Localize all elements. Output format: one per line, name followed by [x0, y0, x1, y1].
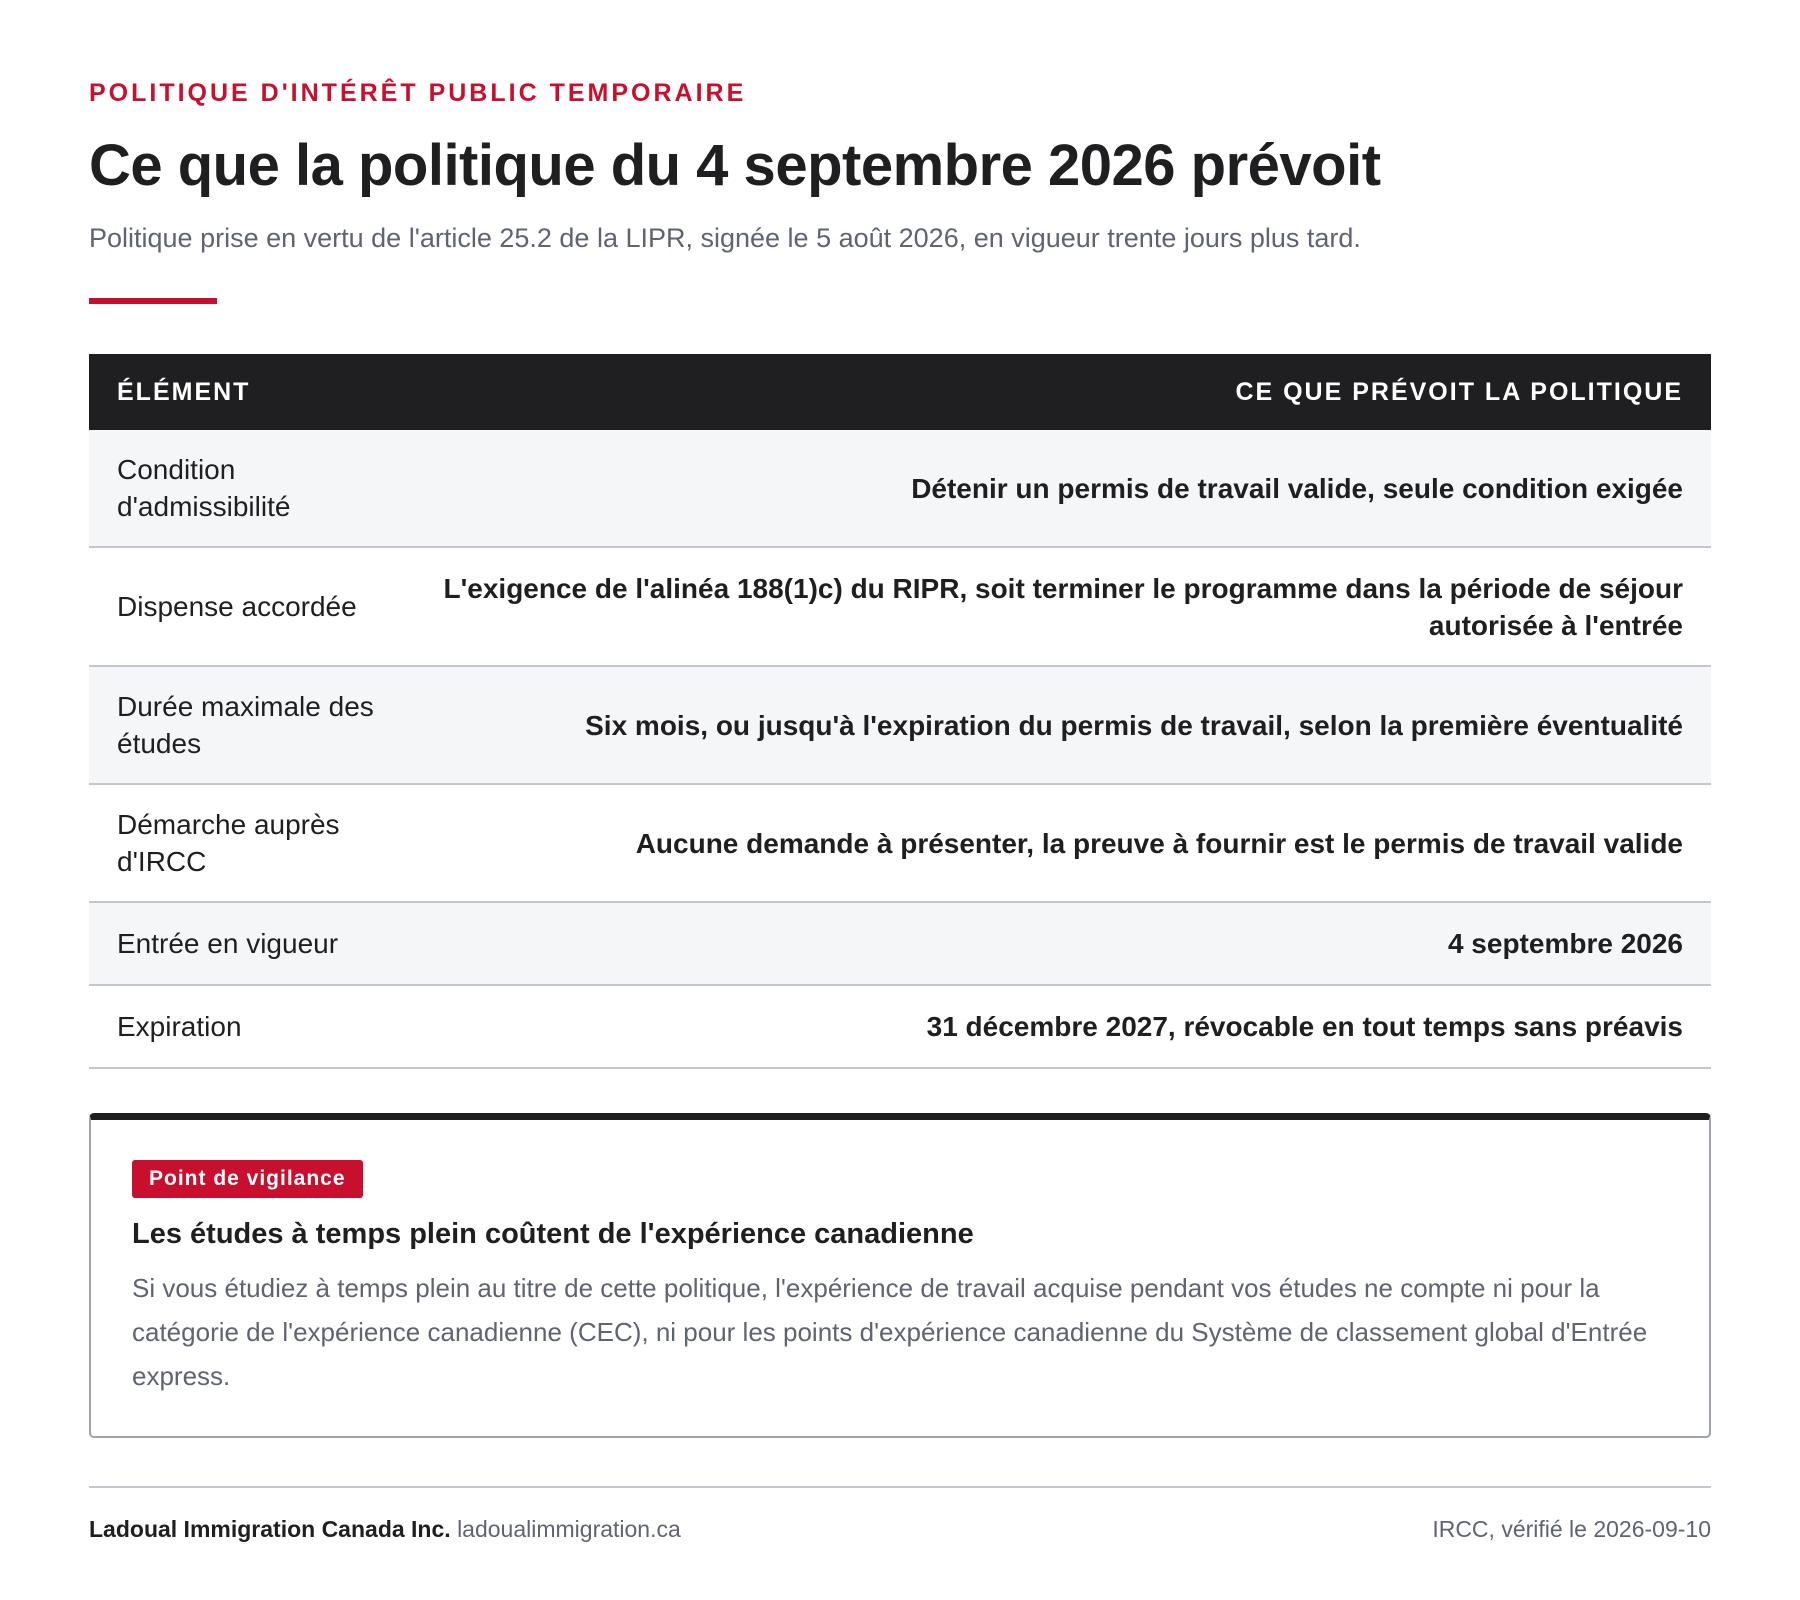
row-value: Six mois, ou jusqu'à l'expiration du permis de travail, selon la première éventualité [405, 666, 1711, 784]
row-label: Condition d'admissibilité [89, 430, 405, 547]
eyebrow: POLITIQUE D'INTÉRÊT PUBLIC TEMPORAIRE [89, 79, 747, 107]
row-label: Durée maximale des études [89, 666, 405, 784]
table-row [89, 985, 1711, 1068]
footer-website: ladoualimmigration.ca [457, 1516, 681, 1542]
policy-table [89, 354, 1711, 1069]
row-value: L'exigence de l'alinéa 188(1)c) du RIPR, soit terminer le programme dans la période de séjour autorisée à l'entrée [405, 547, 1711, 666]
row-value: 31 décembre 2027, révocable en tout temps sans préavis [405, 985, 1711, 1068]
footer-source: IRCC, vérifié le 2026-09-10 [1432, 1516, 1711, 1542]
row-label: Dispense accordée [89, 547, 405, 666]
footer [89, 1486, 1711, 1543]
footer-org: Ladoual Immigration Canada Inc. [89, 1516, 451, 1542]
callout-body: Si vous étudiez à temps plein au titre de cette politique, l'expérience de travail acquise pendant vos études ne compte ni pour la catégorie de l'expérience canadienne (CEC), ni pour les points d'expérience canadienne du Système de classement global d'Entrée express. [132, 1273, 1648, 1391]
table-row [89, 666, 1711, 784]
row-label: Expiration [89, 985, 405, 1068]
vigilance-callout [89, 1113, 1711, 1438]
column-header-element: ÉLÉMENT [89, 354, 405, 430]
column-header-provision: CE QUE PRÉVOIT LA POLITIQUE [405, 354, 1711, 430]
page-subtitle: Politique prise en vertu de l'article 25.2 de la LIPR, signée le 5 août 2026, en vigueur trente jours plus tard. [89, 223, 1361, 253]
table-row [89, 430, 1711, 547]
callout-title: Les études à temps plein coûtent de l'expérience canadienne [132, 1218, 974, 1250]
footer-credit [89, 1516, 681, 1543]
row-value: Aucune demande à présenter, la preuve à fournir est le permis de travail valide [405, 784, 1711, 902]
row-value: 4 septembre 2026 [405, 902, 1711, 985]
table-row [89, 784, 1711, 902]
vigilance-badge: Point de vigilance [132, 1160, 363, 1198]
table-row [89, 547, 1711, 666]
accent-divider [89, 298, 217, 304]
table-header-row [89, 354, 1711, 430]
page-title: Ce que la politique du 4 septembre 2026 prévoit [89, 133, 1381, 198]
row-label: Entrée en vigueur [89, 902, 405, 985]
row-label: Démarche auprès d'IRCC [89, 784, 405, 902]
table-row [89, 902, 1711, 985]
row-value: Détenir un permis de travail valide, seule condition exigée [405, 430, 1711, 547]
